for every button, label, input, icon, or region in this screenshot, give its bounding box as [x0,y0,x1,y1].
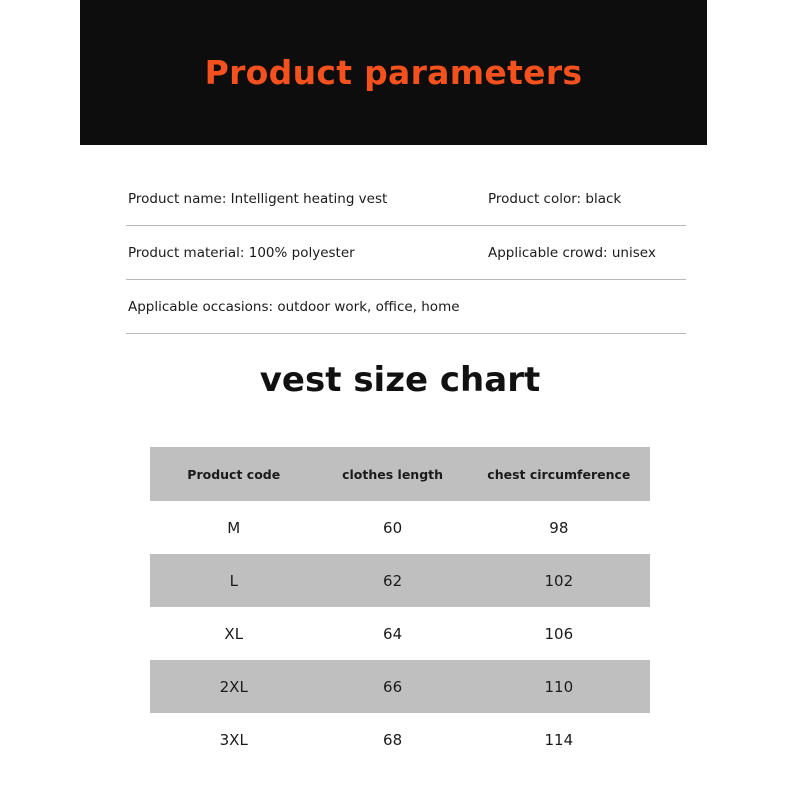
cell-product-code: 2XL [150,660,317,713]
size-chart-table [150,447,650,766]
column-header-chest-circumference: chest circumference [468,447,650,501]
spec-row [126,172,686,226]
spec-row [126,280,686,334]
table-row [150,713,650,766]
size-chart-body [150,501,650,766]
cell-chest-circumference: 110 [468,660,650,713]
cell-chest-circumference: 114 [468,713,650,766]
table-row [150,554,650,607]
cell-chest-circumference: 102 [468,554,650,607]
cell-product-code: 3XL [150,713,317,766]
spec-product-material: Product material: 100% polyester [128,244,355,261]
table-header-row [150,447,650,501]
column-header-product-code: Product code [150,447,317,501]
size-chart-title: vest size chart [259,360,541,400]
cell-product-code: M [150,501,317,554]
cell-clothes-length: 60 [317,501,467,554]
table-row [150,660,650,713]
cell-clothes-length: 66 [317,660,467,713]
spec-product-color: Product color: black [488,190,622,207]
specifications-list [126,172,686,334]
table-row [150,607,650,660]
spec-row [126,226,686,280]
cell-chest-circumference: 106 [468,607,650,660]
cell-clothes-length: 64 [317,607,467,660]
size-chart-header [150,447,650,501]
cell-product-code: XL [150,607,317,660]
column-header-clothes-length: clothes length [317,447,467,501]
spec-applicable-crowd: Applicable crowd: unisex [488,244,656,261]
cell-chest-circumference: 98 [468,501,650,554]
cell-clothes-length: 68 [317,713,467,766]
spec-product-name: Product name: Intelligent heating vest [128,190,388,207]
cell-product-code: L [150,554,317,607]
page-title: Product parameters [204,53,583,92]
table-row [150,501,650,554]
cell-clothes-length: 62 [317,554,467,607]
header-banner [80,0,707,145]
spec-applicable-occasions: Applicable occasions: outdoor work, office, home [128,298,460,315]
